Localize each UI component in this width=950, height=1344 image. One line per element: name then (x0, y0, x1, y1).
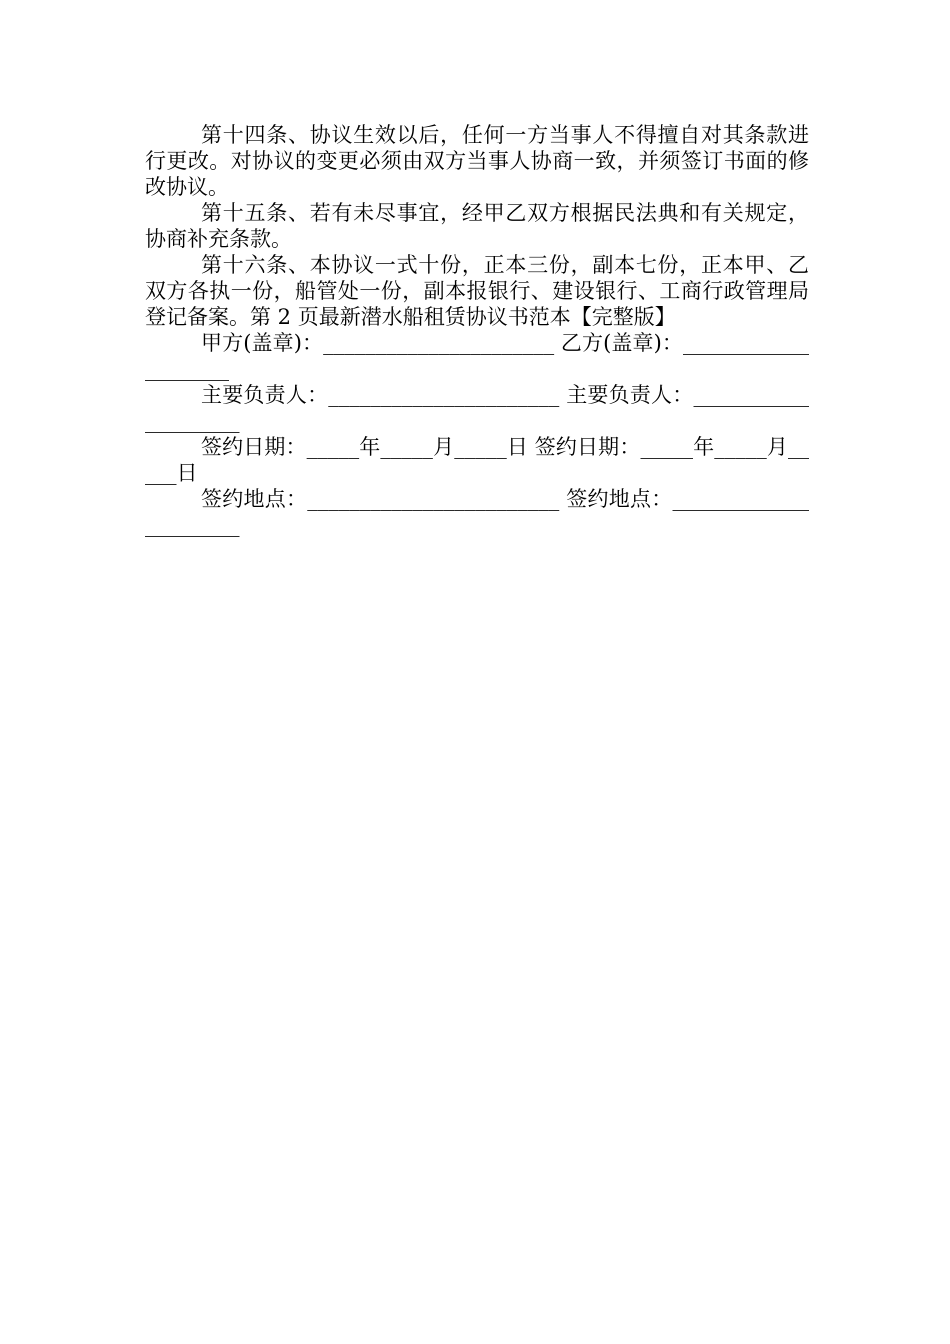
document-page (145, 122, 809, 538)
clause-fourteen: 第十四条、协议生效以后，任何一方当事人不得擅自对其条款进行更改。对协议的变更必须由双方当事人协商一致，并须签订书面的修改协议。 (145, 123, 809, 199)
clause-sixteen: 第十六条、本协议一式十份，正本三份，副本七份，正本甲、乙双方各执一份，船管处一份，副本报银行、建设银行、工商行政管理局登记备案。第 2 页最新潜水船租赁协议书范本【完整版】 (145, 253, 809, 329)
signing-date-line: 签约日期：_____年_____月_____日 签约日期：_____年_____月_____日 (145, 435, 809, 485)
signing-place-line: 签约地点：________________________ 签约地点：______________________ (145, 487, 809, 537)
party-seal-line: 甲方(盖章)：______________________ 乙方(盖章)：____________________ (145, 331, 809, 381)
responsible-person-line: 主要负责人：______________________ 主要负责人：____________________ (145, 383, 809, 433)
clause-fifteen: 第十五条、若有未尽事宜，经甲乙双方根据民法典和有关规定，协商补充条款。 (145, 201, 809, 251)
